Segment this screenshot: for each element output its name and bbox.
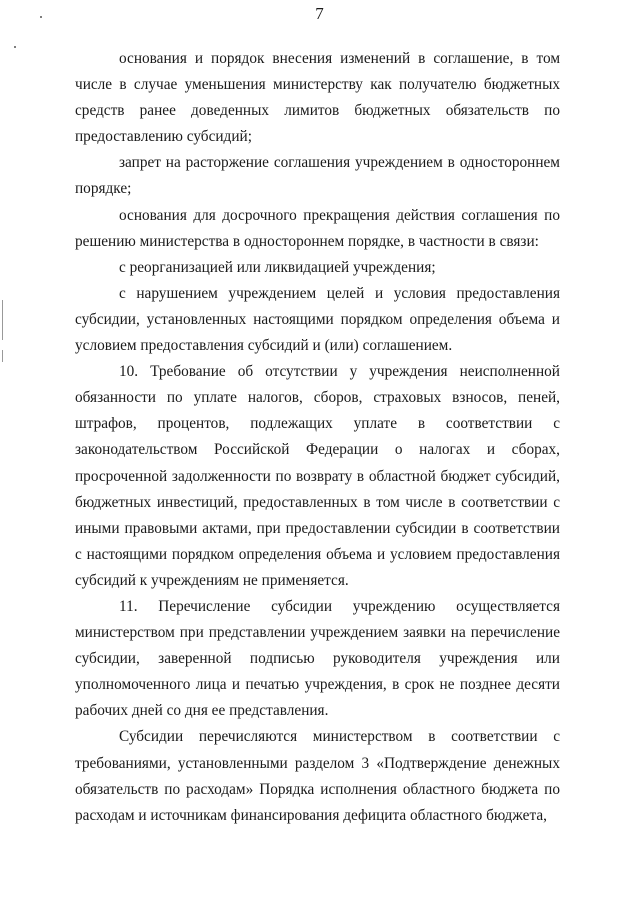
scan-speck	[40, 16, 42, 18]
paragraph: с нарушением учреждением целей и условия предоставления субсидии, установленных настоящими порядком определения объема и условием предоставления субсидий и (или) соглашением.	[75, 284, 560, 355]
document-body	[75, 46, 560, 829]
paragraph-item-11: 11. Перечисление субсидии учреждению осуществляется министерством при представлении учреждением заявки на перечисление субсидии, заверенной подписью руководителя учреждения или уполномоченного лица и печатью учреждения, в срок не позднее десяти рабочих дней со дня ее представления.	[75, 597, 560, 720]
paragraph-item-10: 10. Требование об отсутствии у учреждения неисполненной обязанности по уплате налогов, сборов, страховых взносов, пеней, штрафов, процентов, подлежащих уплате в соответствии с законодательством Российской Федерации о налогах и сборах, просроченной задолженности по возврату в областной бюджет субсидий, бюджетных инвестиций, предоставленных в том числе в соответствии с иными правовыми актами, при предоставлении субсидии в соответствии с настоящими порядком определения объема и условием предоставления субсидий к учреждениям не применяется.	[75, 363, 560, 589]
paragraph: Субсидии перечисляются министерством в соответствии с требованиями, установленными разделом 3 «Подтверждение денежных обязательств по расходам» Порядка исполнения областного бюджета по расходам и источникам финансирования дефицита областного бюджета,	[75, 728, 560, 824]
scan-speck	[14, 46, 16, 48]
paragraph: основания и порядок внесения изменений в соглашение, в том числе в случае уменьшения министерству как получателю бюджетных средств ранее доведенных лимитов бюджетных обязательств по предоставлению субсидий;	[75, 50, 560, 146]
scan-speck	[2, 350, 3, 362]
paragraph: с реорганизацией или ликвидацией учреждения;	[119, 258, 436, 276]
page-number: 7	[315, 4, 324, 23]
paragraph: основания для досрочного прекращения действия соглашения по решению министерства в одностороннем порядке, в частности в связи:	[75, 206, 560, 250]
scan-speck	[2, 300, 3, 340]
paragraph: запрет на расторжение соглашения учреждением в одностороннем порядке;	[75, 154, 560, 198]
